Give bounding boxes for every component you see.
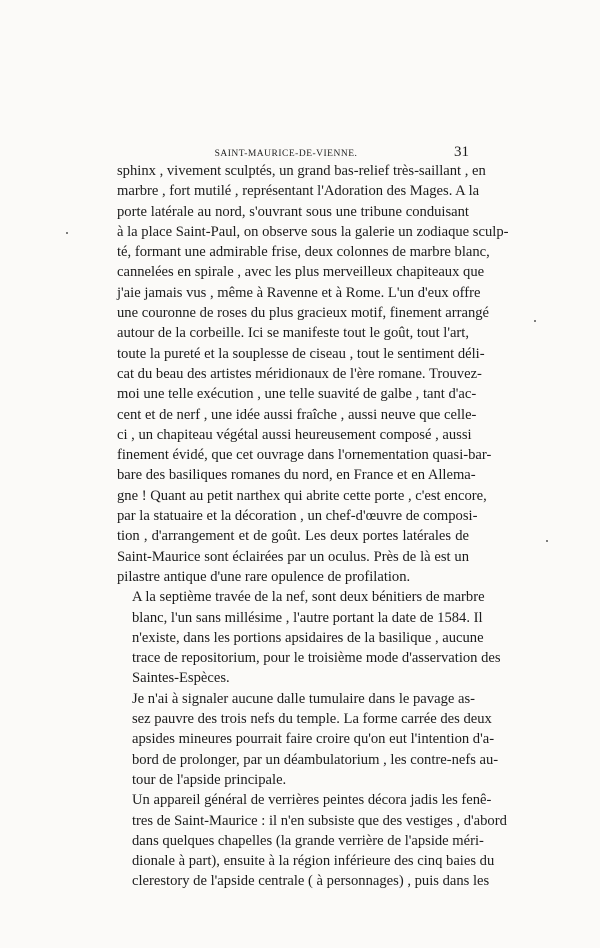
paragraph-2 xyxy=(117,587,501,688)
text-line: tour de l'apside principale. xyxy=(132,771,287,788)
paragraph-4 xyxy=(117,790,507,891)
text-line: clerestory de l'apside centrale ( à personnages) , puis dans les xyxy=(132,873,490,890)
text-line: trace de repositorium, pour le troisième mode d'asservation des xyxy=(132,650,501,667)
margin-speck xyxy=(534,320,536,322)
text-line: dans quelques chapelles (la grande verrière de l'apside méri- xyxy=(132,832,484,849)
text-line: toute la pureté et la souplesse de ciseau , tout le sentiment déli- xyxy=(117,345,485,362)
text-line: une couronne de roses du plus gracieux motif, finement arrangé xyxy=(117,305,490,322)
text-line: ci , un chapiteau végétal aussi heureusement composé , aussi xyxy=(117,426,472,443)
text-line: pilastre antique d'une rare opulence de profilation. xyxy=(117,568,411,585)
page-header xyxy=(118,144,469,161)
body-text xyxy=(117,161,509,892)
paragraph-3 xyxy=(117,689,499,790)
running-head: SAINT-MAURICE-DE-VIENNE. xyxy=(214,149,358,159)
text-line: cannelées en spirale , avec les plus merveilleux chapiteaux que xyxy=(117,264,485,281)
text-line: blanc, l'un sans millésime , l'autre portant la date de 1584. Il xyxy=(132,609,483,626)
text-line: cat du beau des artistes méridionaux de l'ère romane. Trouvez- xyxy=(117,365,482,382)
text-line: Je n'ai à signaler aucune dalle tumulaire dans le pavage as- xyxy=(132,690,476,707)
text-line: autour de la corbeille. Ici se manifeste tout le goût, tout l'art, xyxy=(117,325,469,342)
page-number: 31 xyxy=(454,144,469,160)
paragraph-1 xyxy=(117,161,509,587)
text-line: té, formant une admirable frise, deux colonnes de marbre blanc, xyxy=(117,244,490,261)
text-line: A la septième travée de la nef, sont deux bénitiers de marbre xyxy=(132,589,485,606)
text-line: bord de prolonger, par un déambulatorium , les contre-nefs au- xyxy=(132,751,499,768)
text-line: finement évidé, que cet ouvrage dans l'ornementation quasi-bar- xyxy=(117,447,492,464)
text-line: Saint-Maurice sont éclairées par un oculus. Près de là est un xyxy=(117,548,469,565)
text-line: n'existe, dans les portions apsidaires de la basilique , aucune xyxy=(132,629,484,646)
text-line: Saintes-Espèces. xyxy=(132,670,230,687)
text-line: bare des basiliques romanes du nord, en France et en Allema- xyxy=(117,467,476,484)
text-line: tres de Saint-Maurice : il n'en subsiste que des vestiges , d'abord xyxy=(132,812,507,829)
margin-speck xyxy=(546,540,548,542)
text-line: par la statuaire et la décoration , un chef-d'œuvre de composi- xyxy=(117,508,478,525)
text-line: marbre , fort mutilé , représentant l'Adoration des Mages. A la xyxy=(117,183,480,200)
text-line: cent et de nerf , une idée aussi fraîche , aussi neuve que celle- xyxy=(117,406,477,423)
text-line: j'aie jamais vus , même à Ravenne et à Rome. L'un d'eux offre xyxy=(117,284,481,301)
margin-speck xyxy=(66,232,68,234)
text-line: apsides mineures pourrait faire croire qu'on eut l'intention d'a- xyxy=(132,731,495,748)
text-line: sphinx , vivement sculptés, un grand bas-relief très-saillant , en xyxy=(117,163,486,179)
text-line: gne ! Quant au petit narthex qui abrite cette porte , c'est encore, xyxy=(117,487,487,504)
text-line: porte latérale au nord, s'ouvrant sous une tribune conduisant xyxy=(117,203,469,220)
text-line: à la place Saint-Paul, on observe sous la galerie un zodiaque sculp- xyxy=(117,223,509,240)
text-line: sez pauvre des trois nefs du temple. La forme carrée des deux xyxy=(132,711,492,728)
text-line: Un appareil général de verrières peintes décora jadis les fenê- xyxy=(132,792,492,809)
text-line: tion , d'arrangement et de goût. Les deux portes latérales de xyxy=(117,528,469,545)
text-line: moi une telle exécution , une telle suavité de galbe , tant d'ac- xyxy=(117,386,477,403)
text-line: dionale à part), ensuite à la région inférieure des cinq baies du xyxy=(132,853,495,870)
